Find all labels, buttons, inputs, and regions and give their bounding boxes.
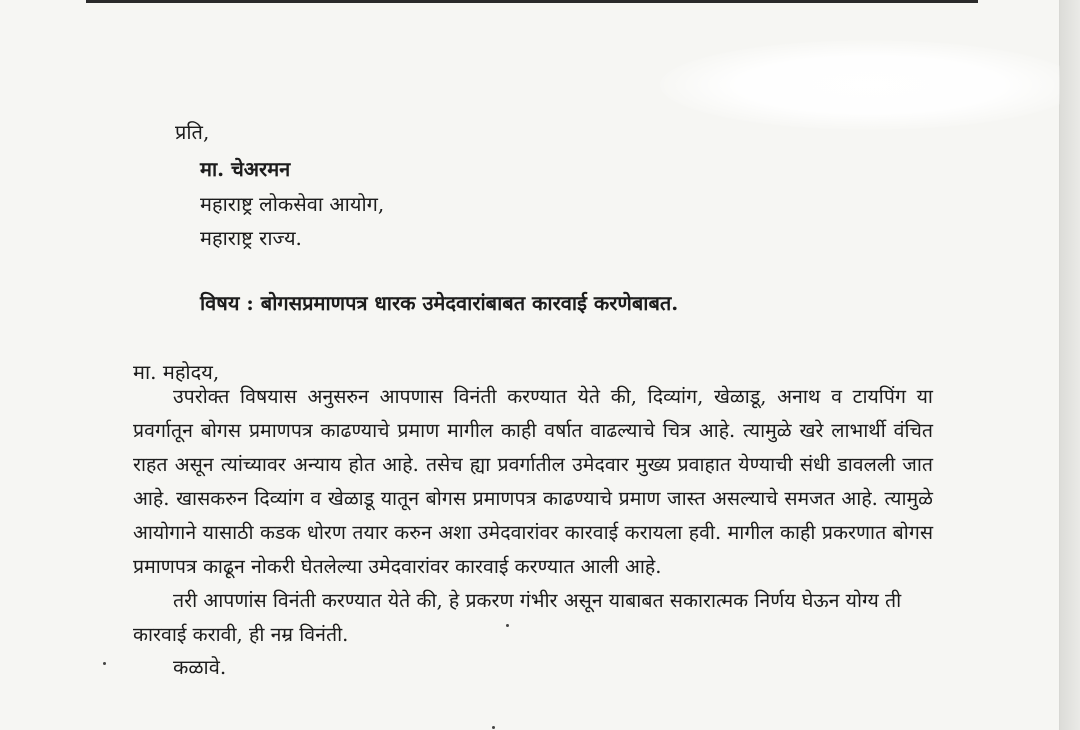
redaction-smudge <box>660 40 1080 130</box>
body-paragraph-2: तरी आपणांस विनंती करण्यात येते की, हे प्रकरण गंभीर असून याबाबत सकारात्मक निर्णय घेऊन योग्य ती कारवाई करावी, ही नम्र विनंती. <box>133 589 902 646</box>
scan-speck <box>492 726 495 729</box>
scan-speck <box>103 662 106 665</box>
top-rule <box>86 0 978 3</box>
subject-line: विषय : बोगसप्रमाणपत्र धारक उमेदवारांबाबत कारवाई करणेबाबत. <box>200 291 679 315</box>
addressee-title: मा. चेअरमन <box>200 157 291 181</box>
body-paragraph-1: उपरोक्त विषयास अनुसरुन आपणास विनंती करण्यात येते की, दिव्यांग, खेळाडू, अनाथ व टायपिंग या प्रवर्गातून बोगस प्रमाणपत्र काढण्याचे प्रमाण मागील काही वर्षात वाढल्याचे चित्र आहे. त्यामुळे खरे लाभार्थी वंचित राहत असून त्यांच्यावर अन्याय होत आहे. तसेच ह्या प्रवर्गातील उमेदवार मुख्य प्रवाहात येण्याची संधी डावलली जात आहे. खासकरुन दिव्यांग व खेळाडू यातून बोगस प्रमाणपत्र काढण्याचे प्रमाण जास्त असल्याचे समजत आहे. त्यामुळे आयोगाने यासाठी कडक धोरण तयार करुन अशा उमेदवारांवर कारवाई करायला हवी. मागील काही प्रकरणात बोगस प्रमाणपत्र काढून नोकरी घेतलेल्या उमेदवारांवर कारवाई करण्यात आली आहे. <box>133 385 933 578</box>
to-prefix: प्रति, <box>175 120 210 144</box>
addressee-org: महाराष्ट्र लोकसेवा आयोग, <box>200 192 385 216</box>
page-edge <box>1060 0 1080 730</box>
closing-line: कळावे. <box>173 655 227 679</box>
addressee-state: महाराष्ट्र राज्य. <box>200 226 302 250</box>
salutation: मा. महोदय, <box>133 360 220 384</box>
scan-speck <box>506 624 509 627</box>
